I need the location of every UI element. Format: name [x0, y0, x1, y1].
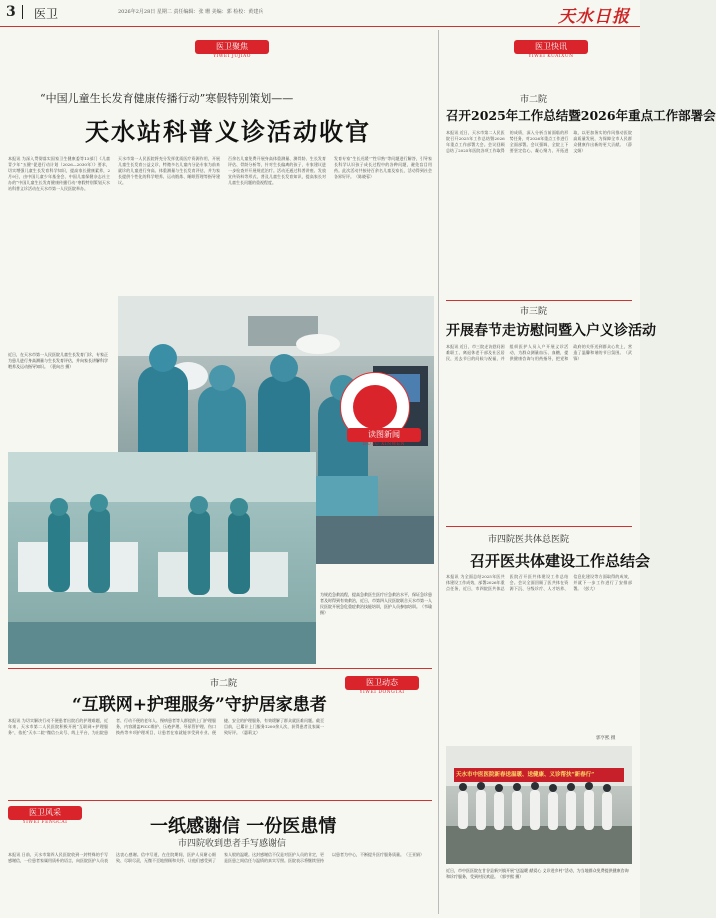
divider-bottom-left [8, 668, 432, 669]
badge-label: 医卫风采 [8, 806, 82, 820]
header-divider [22, 5, 23, 19]
badge-sub: DUTU XINWEN [363, 442, 405, 447]
badge-sub: YIWEI JUJIAO [213, 54, 251, 59]
badge-label: 医卫动态 [345, 676, 419, 690]
page-header [0, 0, 640, 27]
article-col-3: 百余名儿童免费开展身高体重测量、测骨龄、生长发育评估、骨龄分析等，针对生长偏离的孩子，专家建议进一步检查并开展规范治疗。活动还通过科普讲座、发放宣传资料等形式，普及儿童生长发育知识，提高家长对儿童生长问题的重视程度。 [228, 156, 326, 185]
article-summary: 本报讯 近日，天水市第二人民医院召开2025年工作总结暨2026年重点工作部署大会。会议回顾总结了2025年医院各项工作取得的成绩，深入分析当前面临的形势任务，对2026年重点工作进行全面部署。会议强调，全院上下要坚定信心、凝心聚力、开拓进取，以更加务实的作风推动医院高质量发展，为保障全市人民群众健康作出新的更大贡献。（薛文娟） [446, 130, 632, 153]
article-thanks-letter: 本报讯 日前，天水市第四人民医院收到一封特殊的手写感谢信，一位患者家属用质朴的语言，向医院医护人员表达衷心感谢。信中写道，在住院期间，医护人员耐心细致、尽职尽责，无微不至地照顾和关怀，让他们感受到了家人般的温暖。这封感谢信不仅是对医护人员的肯定，更是医患之间信任与温情的真实写照。医院表示将继续坚持以患者为中心，不断提升医疗服务质量。（王亚娟） [8, 852, 424, 863]
photo-caption-ward: 为规范急救流程，提高急救医生医疗应急救治水平，保证急诊患者及时得到有效救治，近日，市第四人民医院联合天水市第一人民医院开展急危重症救治技能培训，医护人员参加培训。（韦瑜 摄） [320, 592, 432, 615]
kicker: “中国儿童生长发育健康传播行动”寒假特别策划—— [40, 92, 294, 105]
section-badge-fengcai [8, 806, 82, 826]
clinic-illustration [446, 746, 632, 864]
badge-sub: YIWEI DONGTAI [359, 690, 405, 695]
photo-caption-clinic: 近日，市中医医院在甘谷县新兴镇开展“送温暖 献爱心 义诊进乡村”活动，为当地群众免费提供健康咨询和诊疗服务，受到村民欢迎。（郭亨熙 摄） [446, 868, 629, 879]
headline-yigongti: 召开医共体建设工作总结会 [470, 552, 651, 570]
section-badge-dongtai [345, 676, 419, 696]
section-name: 医卫 [34, 7, 59, 21]
page-number: 3 [6, 4, 16, 20]
badge-label: 医卫快讯 [514, 40, 588, 54]
dept-er-yuan: 市二院 [210, 679, 238, 689]
dept-er-yuan-right: 市二院 [520, 95, 548, 105]
section-badge-jujiao [195, 40, 269, 60]
headline-internet-nursing: “互联网+护理服务”守护居家患者 [72, 695, 327, 715]
photo-free-clinic [446, 746, 632, 864]
masthead-logo: 天水日报 [558, 7, 630, 27]
article-col-4: 发育专家“生长迟缓”“性早熟”等问题进行解答，引导家长科学认识孩子成长过程中的各种问题，避免盲目用药。此次活动共接待百余名儿童及家长，活动得到社会各界好评。（陈晓蓉） [334, 156, 432, 179]
article-col-2: 天水市第一人民医院将充分发挥优质医疗资源作用，开展儿童生长发育公益义诊，特邀多名儿童内分泌专家为前来就诊的儿童进行身高、体重测量与生长发育评估，并为家长提供个性化的科学喂养、运动锻炼、睡眠管理等指导建议。 [118, 156, 220, 185]
divider-right-1 [446, 300, 632, 301]
dept-san-yuan: 市三院 [520, 307, 548, 317]
divider-feng [8, 800, 432, 801]
headline-spring-visit: 开展春节走访慰问暨入户义诊活动 [446, 323, 656, 339]
article-col-1: 本报讯 为深入贯彻落实国家卫生健康委等13部门《儿童青少年“五健”促进行动计划（2026—2030年）》要求，切实增强儿童生长发育科学知识，提高家长健康素养，2月9日，由中国儿童少年基金会、中国儿童保健杂志社主办的“中国儿童生长发育健康传播行动”寒假特别策划天水站科普义诊活动在天水市第一人民医院举办。 [8, 156, 110, 191]
photo-credit: 郭亨熙 摄 [596, 736, 616, 741]
badge-sub: YIWEI FENGCAI [22, 820, 68, 825]
article-internet-nursing: 本报讯 为切实解决行动不便患者出院后的护理难题，近年来，天水市第二人民医院积极开展“互联网+护理服务”，依托“天水二院”微信公众号、线上平台，为出院患者、行动不便的老年人、慢病患者等人群提供上门护理服务，内容涵盖PICC维护、压疮护理、导尿管护理、伤口换药等多项护理项目，让患者在家就能享受到专业、便捷、安全的护理服务，有效缓解了群众就医难问题。截至目前，已累计上门服务1200余人次，获得患者及家属一致好评。（惠莉文） [8, 718, 324, 735]
ward-illustration [8, 452, 316, 664]
dept-si-yuan: 市四院医共体总医院 [488, 535, 570, 545]
divider-right-2 [446, 526, 632, 527]
article-spring-visit: 本报讯 近日，市三院走访慰问困难职工、离退休老干部及社区居民，送去节日的问候与祝福，并组织医护人员入户开展义诊活动，为群众测量血压、血糖，提供健康咨询与用药指导，把党和政府的关怀送到群众心坎上，营造了温馨和谐的节日氛围。（武锋） [446, 344, 632, 361]
clinic-banner-text: 天水市中医医院新春送温暖、送健康、义诊帮扶“新春行” [456, 772, 595, 778]
badge-sub: YIWEI KUAIXUN [528, 54, 574, 59]
article-yigongti: 本报讯 为全面总结2025年医共体建设工作成效，部署2026年重点任务，近日，市四院医共体总医院召开医共体建设工作总结会。会议全面回顾了医共体在资源下沉、分级诊疗、人才培养、信息化建设等方面取得的成效，并就下一步工作进行了安排部署。（彭大） [446, 574, 632, 591]
header-meta: 2026年2月28日 星期二 责任编辑：张 珊 美编：郭 检校：黄建兵 [118, 9, 264, 15]
section-badge-dutu [347, 428, 421, 448]
headline-main: 天水站科普义诊活动收官 [85, 117, 371, 146]
badge-label: 读图新闻 [347, 428, 421, 442]
photo-ward [8, 452, 316, 664]
column-divider [438, 30, 439, 914]
badge-dutu-core [353, 385, 397, 429]
badge-label: 医卫聚焦 [195, 40, 269, 54]
subhead-thanks-letter: 市四院收到患者手写感谢信 [178, 839, 287, 849]
headline-thanks-letter: 一纸感谢信 一份医患情 [150, 816, 337, 837]
section-badge-kuaixun [514, 40, 588, 60]
photo-caption-left: 近日，在天水市第一人民医院儿童生长发育门诊，专家正为患儿进行身高测量与生长发育评估，并向家长讲解科学喂养及运动指导知识。（裴向吉 摄） [8, 352, 108, 369]
headline-summary: 召开2025年工作总结暨2026年重点工作部署会 [446, 108, 716, 123]
